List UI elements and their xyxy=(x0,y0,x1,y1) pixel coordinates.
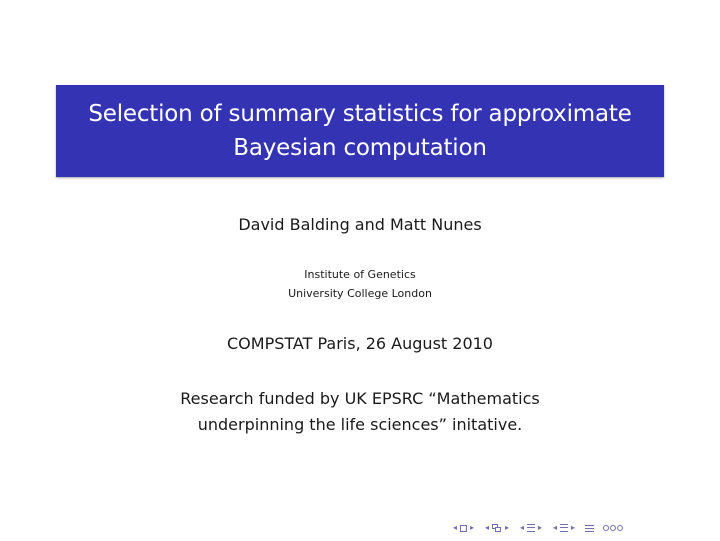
institute-line-1: Institute of Genetics xyxy=(304,268,416,281)
beamer-navigation-bar xyxy=(452,521,624,535)
search-navigation xyxy=(603,525,624,531)
slide-icon[interactable] xyxy=(560,524,568,532)
slide-navigation xyxy=(552,523,576,533)
section-navigation xyxy=(519,523,543,533)
subsection-forward-arrow-icon[interactable]: ▸ xyxy=(504,523,509,532)
search-forward-icon[interactable] xyxy=(617,525,623,531)
authors: David Balding and Matt Nunes xyxy=(238,215,482,234)
subsection-back-arrow-icon[interactable]: ◂ xyxy=(484,523,489,532)
slide-forward-arrow-icon[interactable]: ▸ xyxy=(570,523,575,532)
subsection-navigation xyxy=(484,523,510,533)
funding-line-1: Research funded by UK EPSRC “Mathematics xyxy=(180,389,540,408)
frame-forward-arrow-icon[interactable]: ▸ xyxy=(469,523,474,532)
frame-icon[interactable] xyxy=(460,525,467,532)
slide-title-line-2: Bayesian computation xyxy=(233,135,487,161)
search-icon[interactable] xyxy=(610,525,616,531)
frame-navigation xyxy=(452,523,475,533)
section-icon[interactable] xyxy=(527,524,535,532)
section-forward-arrow-icon[interactable]: ▸ xyxy=(537,523,542,532)
slide-title-line-1: Selection of summary statistics for approximate xyxy=(88,101,632,127)
title-block xyxy=(56,85,664,177)
appendix-navigation xyxy=(585,525,594,532)
conference-date: COMPSTAT Paris, 26 August 2010 xyxy=(227,334,493,353)
slide-back-arrow-icon[interactable]: ◂ xyxy=(552,523,557,532)
frame-back-arrow-icon[interactable]: ◂ xyxy=(452,523,457,532)
search-back-icon[interactable] xyxy=(603,525,609,531)
funding-line-2: underpinning the life sciences” initative. xyxy=(197,415,523,434)
section-back-arrow-icon[interactable]: ◂ xyxy=(519,523,524,532)
institute-line-2: University College London xyxy=(288,287,432,300)
appendix-icon[interactable] xyxy=(585,525,594,532)
subsection-icon[interactable] xyxy=(492,524,502,532)
